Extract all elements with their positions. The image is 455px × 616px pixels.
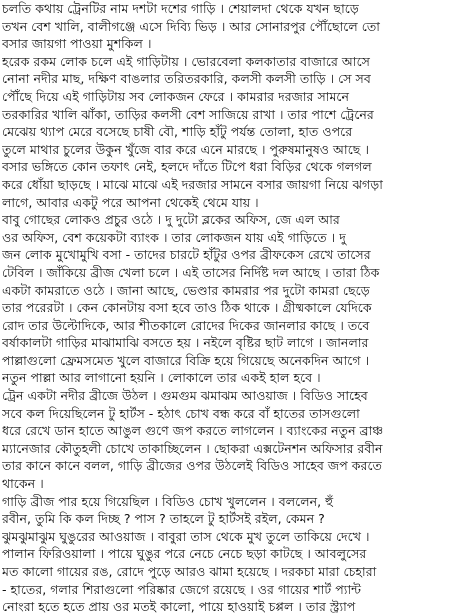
text-line: মেঝেয় থ্যাপ মেরে বসেছে চাষী বৌ, শাড়ি হাঁটু পর্যন্ত তোলা, হাত ওপরে <box>2 124 353 140</box>
text-line: ওর অফিস, বেশ কয়েকটা ব্যাংক । তার লোকজন যায় এই গাড়িতে । দু <box>2 229 346 245</box>
text-line: মত কালো গায়ের রঙ, রোদে পুড়ে আরও ঝামা হয়েছে । দরকচা মারা চেহারা <box>2 564 377 579</box>
text-line: ম্যানেজার কৌতুহলী চোখে তাকাচ্ছিলেন । ছোকরা এক্সটেনশন অফিসার রবীন <box>2 440 383 456</box>
text-line: তখন বেশ খালি, বালীগঞ্জে এসে দিব্যি ভিড় । আর সোনারপুর পৌঁছোলে তো <box>2 18 380 34</box>
text-line: পৌঁছে দিয়ে এই গাড়িটায় সব লোকজন ফেরে । কামরার দরজার সামনে <box>2 88 350 104</box>
text-line: চলতি কথায় ট্রেনটির নাম দশটা দশের গাড়ি । শেয়ালদা থেকে যখন ছাড়ে <box>2 1 359 16</box>
text-line: বসার ভঙ্গিতে কোন তফাৎ নেই, হলদে দাঁতে টিপে ধরা বিড়ির থেকে গলগল <box>2 159 372 175</box>
text-line: জন লোক মুখোমুখি বসা - তাদের চারটে হাঁটুর ওপর ব্রীফকেস রেখে তাসের <box>2 247 371 263</box>
text-line: পালান ফিরিওয়ালা । পায়ে ঘুঙুর পরে নেচে নেচে ছড়া কাটছে । আবলুসের <box>2 546 367 562</box>
text-line: করে ধোঁয়া ছাড়ছে । মাঝে মাঝে এই দরজার সামনে বসার জায়গা নিয়ে ঝগড়া <box>2 176 383 192</box>
text-line: লাগে, আবার একটু পরে আপনা থেকেই থেমে যায় । <box>2 194 259 210</box>
text-line: ট্রেন একটা নদীর ব্রীজে উঠল । গুমগুম ঝমাঝম আওয়াজ । বিডিও সাহেব <box>2 388 368 404</box>
text-line: তুলে মাথার চুলের উকুন খুঁজে বার করে এনে মারছে । পুরুষমানুষও আছে । <box>2 141 369 157</box>
text-line: - হাতের, গলার শিরাগুলো পরিষ্কার জেগে রয়েছে । ওর গায়ের শার্ট প্যান্ট <box>2 581 362 597</box>
text-line: ঝুমঝুমাঝুম ঘুঙুরের আওয়াজ । বাবুরা তাস থেকে মুখ তুলে তাকিয়ে দেখে । <box>2 528 370 544</box>
text-line: বাবু গোছের লোকও প্রচুর ওঠে । দু দুটো ব্লকের অফিস, জে এল আর <box>2 212 340 228</box>
text-line: তার কানে কানে বলল, গাড়ি ব্রীজের ওপর উঠলেই বিডিও সাহেব জপ করতে <box>2 458 382 474</box>
text-line: টেবিল । জাঁকিয়ে ব্রীজ খেলা চলে । এই তাসের নির্দিষ্ট দল আছে । তারা ঠিক <box>2 264 380 280</box>
text-line: নোংরা হতে হতে প্রায় ওর মতই কালো, পায়ে হাওয়াই চপ্পল । তার স্ট্র্যাপ <box>2 599 356 615</box>
text-line: থাকেন । <box>2 476 44 492</box>
text-line: তরকারির খালি ঝাঁকা, তাড়ির কলসী বেশ সাজিয়ে রাখা । তার পাশে ট্রেনের <box>2 106 374 122</box>
text-line: রোদ তার উল্টোদিকে, আর শীতকালে রোদের দিকের জানলার কাছে । তবে <box>2 317 370 333</box>
text-line: সবে কল দিয়েছিলেন টু হার্টস - হঠাৎ চোখ বন্ধ করে বাঁ হাতের তাসগুলো <box>2 405 360 421</box>
text-line: বসার জায়গা পাওয়া মুশকিল । <box>2 36 152 52</box>
text-line: রবীন, তুমি কি কল দিচ্ছ ? পাস ? তাহলে টু হার্টসই রইল, কেমন ? <box>2 511 325 527</box>
text-line: তার পরেরটা । কেন কোনটায় বসা হবে তাও ঠিক থাকে । গ্রীষ্মকালে যেদিকে <box>2 300 372 316</box>
text-line: গাড়ি ব্রীজ পার হয়ে গিয়েছিল । বিডিও চোখ খুললেন । বললেন, হুঁ <box>2 493 334 509</box>
text-line: ধরে রেখে ডান হাতে আঙুল গুণে জপ করতে লাগলেন । ব্যাংকের নতুন ব্রাঞ্চ <box>2 423 384 439</box>
text-line: একটা কামরাতে ওঠে । জানা আছে, ভেণ্ডার কামরার পর দুটো কামরা ছেড়ে <box>2 282 370 298</box>
text-line: পাল্লাগুলো ফ্রেমসমেত খুলে বাজারে বিক্রি হয়ে গিয়েছে অনেকদিন আগে । <box>2 352 370 368</box>
text-line: বর্ষাকালটা গাড়ির মাঝামাঝি বসতে হয় । নইলে বৃষ্টির ছাট লাগে । জানলার <box>2 335 369 351</box>
text-line: হরেক রকম লোক চলে এই গাড়িটায় । ভোরবেলা কলকাতার বাজারে আসে <box>2 53 370 69</box>
text-line: নোনা নদীর মাছ, দক্ষিণ বাঙলার তরিতরকারি, কলসী কলসী তাড়ি । সে সব <box>2 71 371 87</box>
text-line: নতুন পাল্লা আর লাগানো হয়নি । লোকালে তার একই হাল হবে । <box>2 370 321 386</box>
